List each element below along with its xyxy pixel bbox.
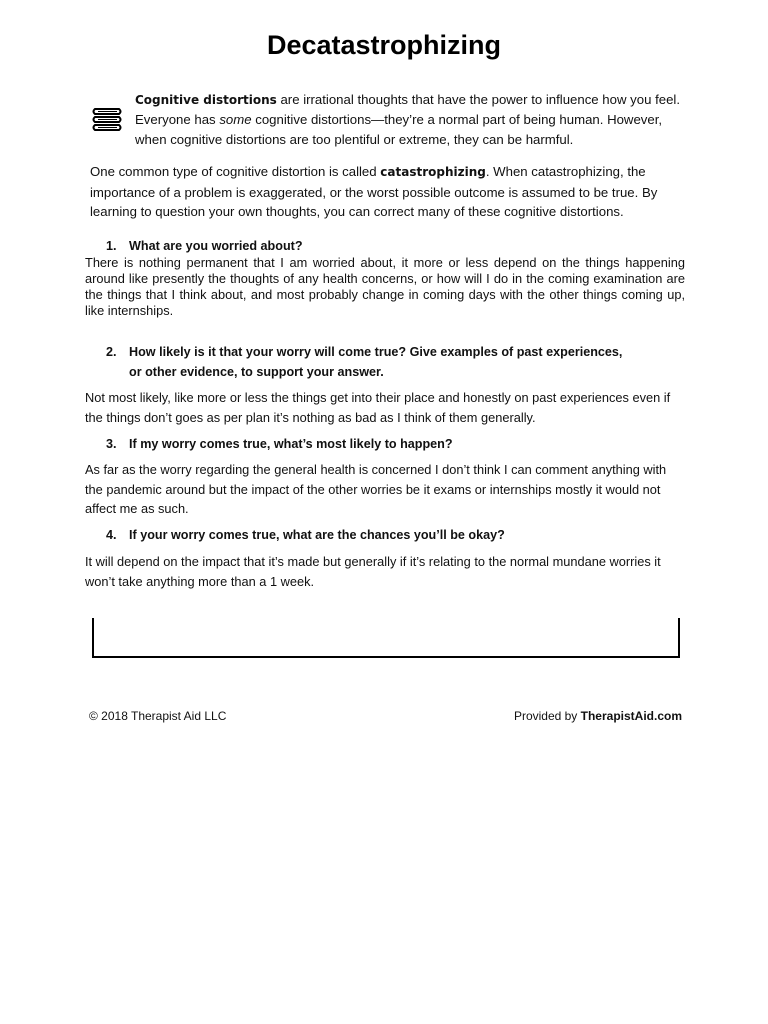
intro-emphasis: some [219,112,252,127]
answer-3: As far as the worry regarding the general health is concerned I don’t think I can comment anything with the pandemic around but the impact of the other worries be it exams or internships mostly it would not affect me as such. [85,462,667,516]
catastrophizing-keyword: catastrophizing [380,165,486,179]
answer-1: There is nothing permanent that I am worried about, it more or less depend on the things happening around like presently the thoughts of any health concerns, or how will I do in the coming examination are the things that I think about, and most probably change in coming days with the other things coming up, like internships. [85,255,685,318]
brand-link[interactable]: TherapistAid.com [580,709,682,723]
paragraph-text-part: . When catastrophizing, the importance of a problem is exaggerated, or the worst possible outcome is assumed to be true. By learning to question your own thoughts, you can correct many of these cognitive distortions. [90,164,658,219]
paragraph-text-part: One common type of cognitive distortion is called [90,164,381,179]
intro-text [135,90,690,150]
intro-text-part: are irrational thoughts that have the power to influence how you feel. Everyone has [135,92,681,127]
page-title: Decatastrophizing [266,30,502,60]
question-1 [106,236,686,256]
question-text-line2: or other evidence, to support your answer. [129,365,384,379]
answer-2: Not most likely, like more or less the things get into their place and honestly on past experiences even if the things don’t goes as per plan it’s nothing as bad as I think of them generally. [85,390,671,425]
question-text: If your worry comes true, what are the chances you’ll be okay? [129,528,505,542]
provided-by-label: Provided by [513,709,581,723]
question-text-line1: How likely is it that your worry will come true? Give examples of past experiences, [129,345,623,359]
books-stack-icon [92,106,124,134]
question-text: If my worry comes true, what’s most likely to happen? [129,437,453,451]
question-3 [106,434,686,454]
intro-keyword: Cognitive distortions [135,93,277,107]
question-2 [106,342,686,382]
question-number: 1. [106,239,117,253]
empty-answer-box [92,618,680,658]
intro-text-part: cognitive distortions—they’re a normal part of being human. However, when cognitive distortions are too plentiful or extreme, they can be harmful. [135,112,663,147]
copyright: © 2018 Therapist Aid LLC [89,709,227,723]
question-text: What are you worried about? [129,239,303,253]
question-number: 4. [106,528,117,542]
answer-4: It will depend on the impact that it’s made but generally if it’s relating to the normal mundane worries it won’t take anything more than a 1 week. [85,554,661,589]
question-4 [106,525,686,545]
question-number: 2. [106,345,117,359]
question-number: 3. [106,437,117,451]
catastrophizing-paragraph [90,162,690,222]
provided-by [514,708,682,724]
